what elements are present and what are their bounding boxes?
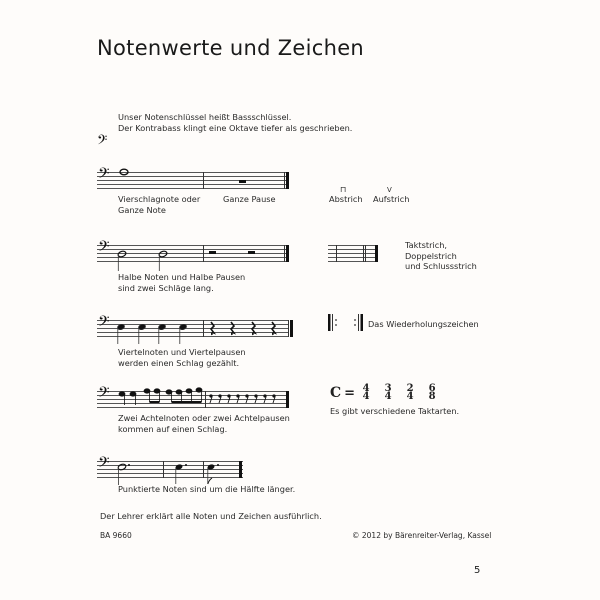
caption-line: sind zwei Schläge lang. — [118, 282, 214, 293]
caption-line: Taktstrich, — [405, 240, 448, 250]
bass-clef-icon: 𝄢 — [98, 454, 110, 475]
bass-clef-icon: 𝄢 — [98, 165, 110, 186]
caption-line: und Schlussstrich — [405, 261, 477, 271]
time-signature-4-4 — [361, 385, 371, 401]
caption-eighth — [118, 413, 290, 434]
denominator: 4 — [406, 391, 414, 402]
equals-sign: = — [344, 385, 356, 401]
caption-line: Halbe Noten und Halbe Pausen — [118, 272, 246, 282]
dotted-half-note-icon — [117, 462, 131, 486]
caption-line: Ganze Note — [118, 204, 166, 215]
time-signatures — [330, 385, 437, 401]
denominator: 8 — [428, 391, 436, 402]
whole-note-icon — [118, 168, 130, 176]
half-rest-icon — [248, 251, 255, 254]
caption-line: Zwei Achtelnoten oder zwei Achtelpausen — [118, 413, 290, 423]
common-time-icon: C — [330, 385, 342, 401]
caption-whole-rest: Ganze Pause — [223, 194, 276, 204]
caption-line: Vierschlagnote oder — [118, 194, 201, 204]
denominator: 4 — [384, 391, 392, 402]
caption-half — [118, 272, 245, 293]
intro-text — [118, 112, 352, 133]
caption-line: Viertelnoten und Viertelpausen — [118, 347, 246, 357]
copyright: © 2012 by Bärenreiter-Verlag, Kassel — [352, 531, 492, 540]
half-note-icon — [116, 250, 128, 272]
caption-line: kommen auf einen Schlag. — [118, 423, 228, 434]
whole-rest-icon — [239, 180, 246, 183]
numerator: 4 — [362, 383, 370, 394]
eighth-notes-icon — [117, 388, 207, 408]
repeat-sign-icon — [328, 314, 364, 332]
caption-whole — [118, 194, 200, 215]
dotted-quarter-note-icon — [174, 462, 188, 486]
time-signature-6-8 — [427, 385, 437, 401]
up-bow-label: Aufstrich — [373, 194, 410, 204]
caption-dotted: Punktierte Noten sind um die Hälfte länger. — [118, 484, 296, 494]
half-rest-icon — [209, 251, 216, 254]
barlines-caption — [405, 240, 477, 272]
caption-line: Doppelstrich — [405, 250, 457, 261]
eighth-rests-icon — [207, 391, 287, 408]
time-signature-3-4 — [383, 385, 393, 401]
denominator: 4 — [362, 391, 370, 402]
time-signature-2-4 — [405, 385, 415, 401]
footer-note: Der Lehrer erklärt alle Noten und Zeichen ausführlich. — [100, 511, 322, 521]
quarter-notes-icon — [116, 323, 196, 345]
numerator: 2 — [406, 383, 414, 394]
bass-clef-icon: 𝄢 — [98, 313, 110, 334]
page-title: Notenwerte und Zeichen — [97, 36, 365, 60]
down-bow-label: Abstrich — [329, 194, 363, 204]
caption-quarter — [118, 347, 246, 368]
down-bow-icon: ⊓ — [340, 185, 347, 194]
numerator: 3 — [384, 383, 392, 394]
dotted-eighth-note-icon — [206, 462, 222, 486]
caption-line: werden einen Schlag gezählt. — [118, 357, 240, 368]
page-number: 5 — [474, 565, 481, 576]
bass-clef-icon: 𝄢 — [97, 132, 108, 151]
bass-clef-icon: 𝄢 — [98, 238, 110, 259]
intro-line-2: Der Kontrabass klingt eine Oktave tiefer als geschrieben. — [118, 122, 353, 133]
catalog-number: BA 9660 — [100, 531, 132, 540]
quarter-rests-icon — [207, 320, 287, 337]
half-note-icon — [157, 250, 169, 272]
time-signatures-caption: Es gibt verschiedene Taktarten. — [330, 406, 460, 416]
intro-line-1: Unser Notenschlüssel heißt Bassschlüssel. — [118, 112, 292, 122]
bass-clef-icon: 𝄢 — [98, 384, 110, 405]
repeat-caption: Das Wiederholungszeichen — [368, 319, 479, 329]
up-bow-icon: V — [387, 186, 392, 194]
staff-barlines — [328, 245, 378, 262]
numerator: 6 — [428, 383, 436, 394]
